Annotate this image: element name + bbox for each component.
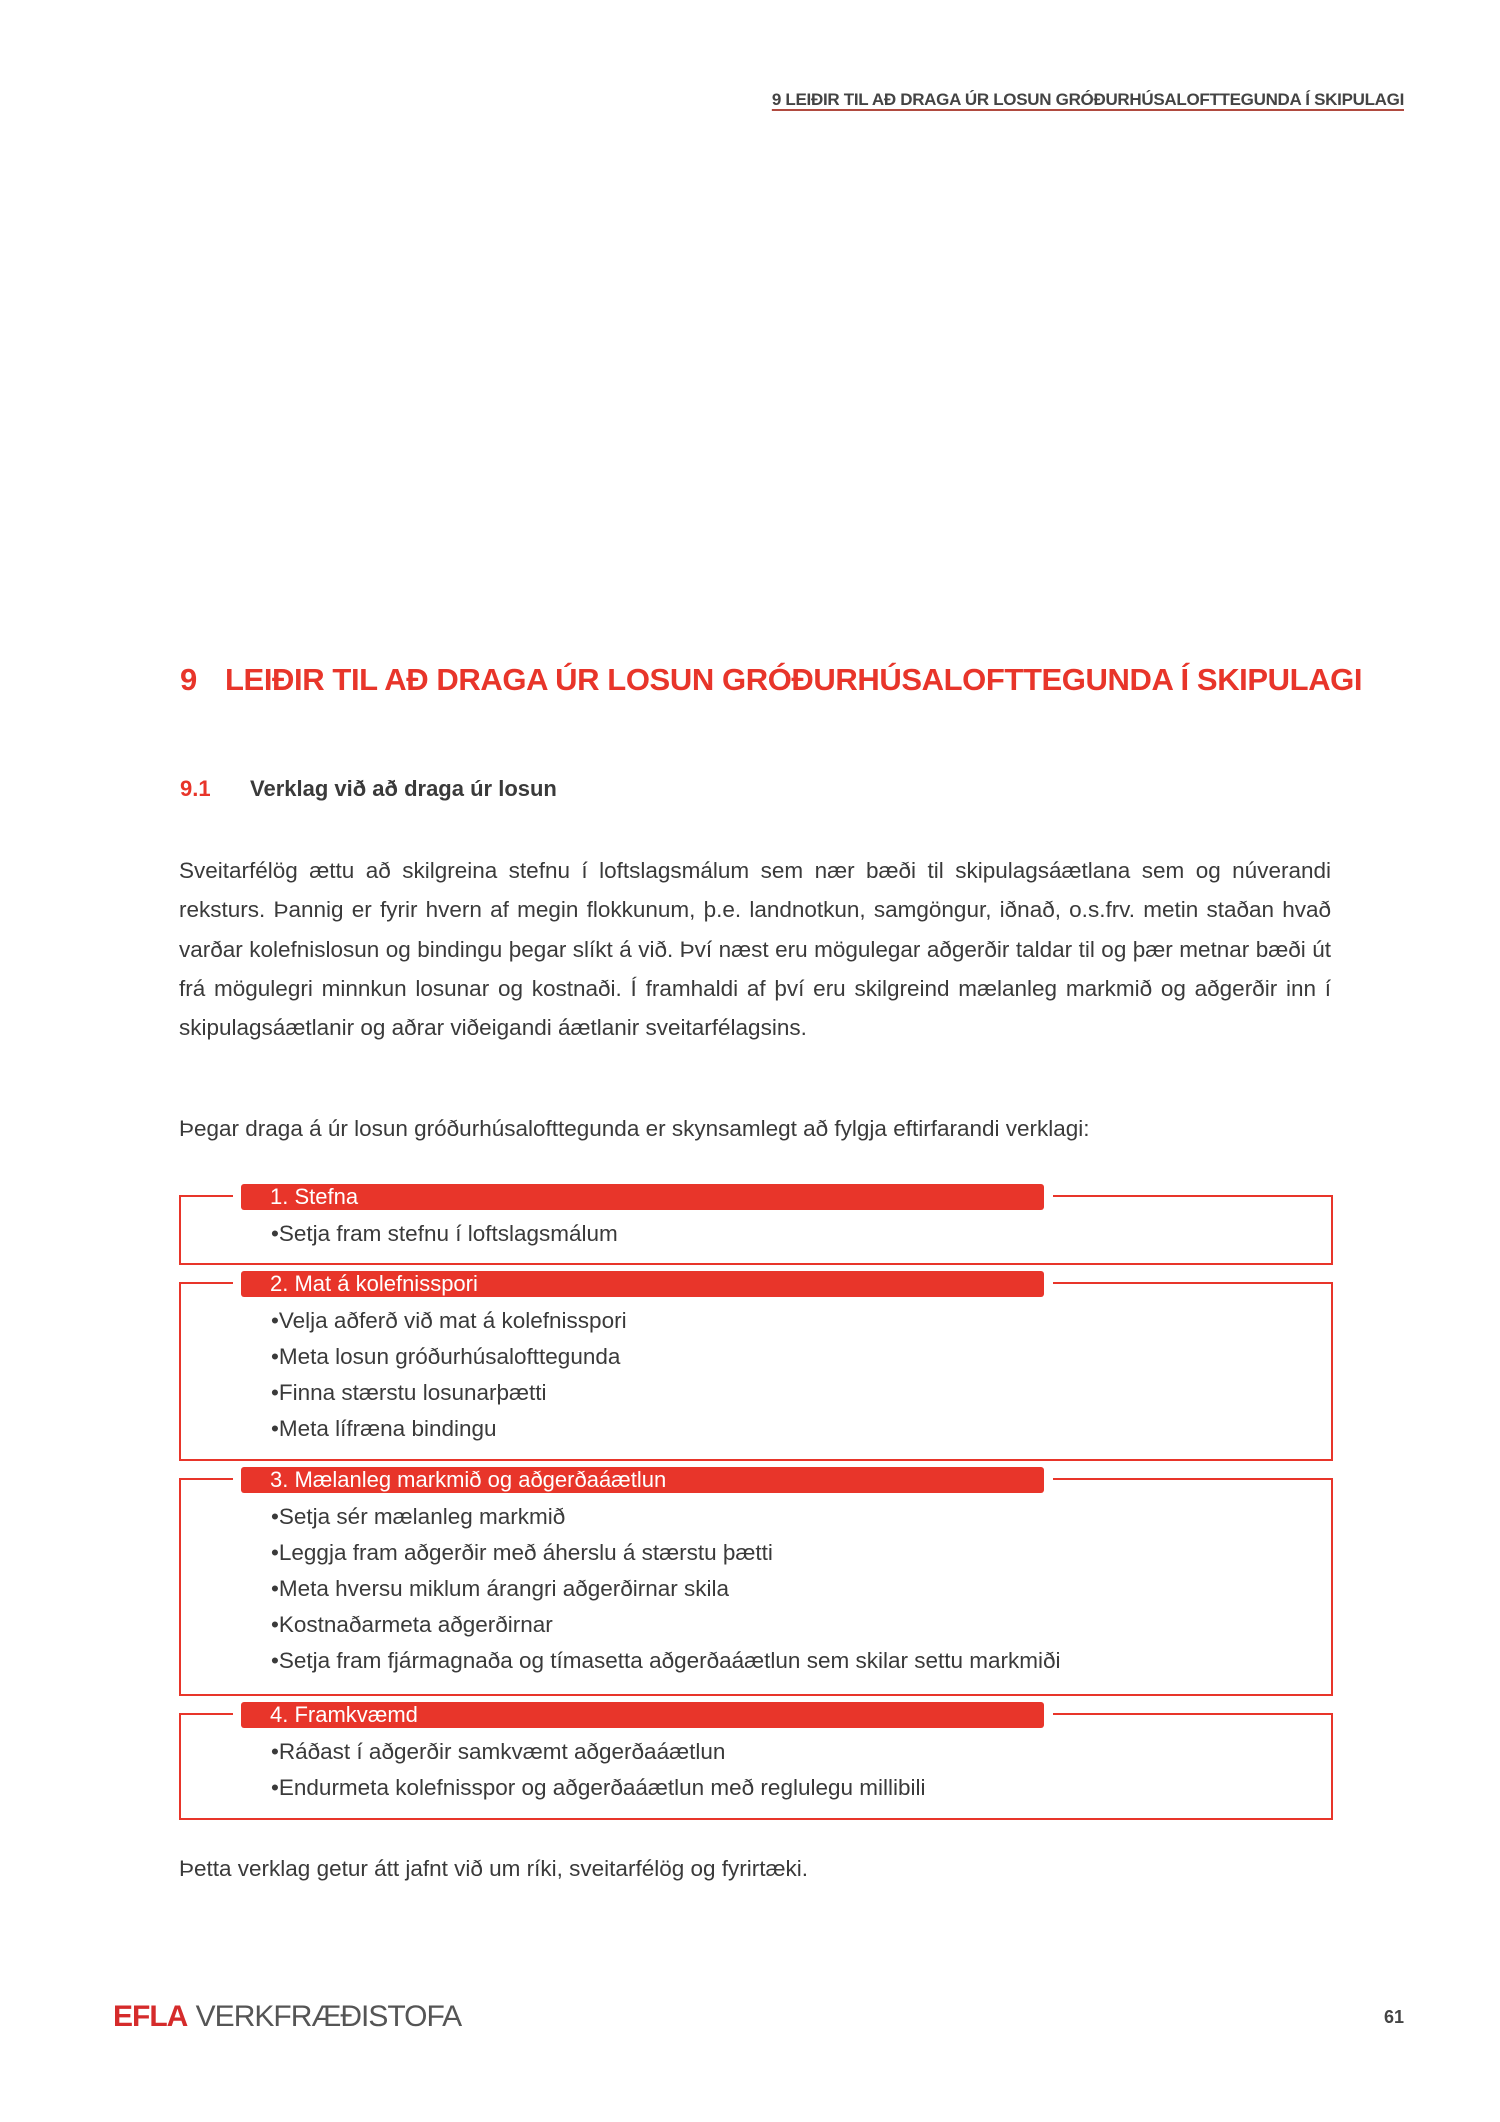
- page-number: 61: [1383, 2007, 1404, 2027]
- step-items: [271, 1734, 926, 1806]
- chapter-title: LEIÐIR TIL AÐ DRAGA ÚR LOSUN GRÓÐURHÚSALOFTTEGUNDA Í SKIPULAGI: [225, 662, 1363, 697]
- chapter-number: 9: [180, 662, 197, 697]
- step-item: • Meta hversu miklum árangri aðgerðirnar skila: [271, 1571, 1061, 1607]
- step-items: [271, 1499, 1061, 1679]
- section-heading: [180, 776, 557, 802]
- step-box-3: [179, 1467, 1333, 1696]
- step-items: [271, 1216, 618, 1252]
- section-title: Verklag við að draga úr losun: [250, 776, 557, 801]
- step-title: 2. Mat á kolefnisspori: [241, 1271, 1044, 1297]
- step-item: • Setja fram fjármagnaða og tímasetta aðgerðaáætlun sem skilar settu markmiði: [271, 1643, 1061, 1679]
- step-title: 1. Stefna: [241, 1184, 1044, 1210]
- chapter-heading: [180, 662, 1362, 698]
- logo-brand: EFLA: [113, 2000, 188, 2033]
- step-item: • Setja sér mælanleg markmið: [271, 1499, 1061, 1535]
- step-item: • Leggja fram aðgerðir með áherslu á stærstu þætti: [271, 1535, 1061, 1571]
- section-number: 9.1: [180, 776, 211, 801]
- step-title: 3. Mælanleg markmið og aðgerðaáætlun: [241, 1467, 1044, 1493]
- step-item: • Kostnaðarmeta aðgerðirnar: [271, 1607, 1061, 1643]
- step-item: • Meta lífræna bindingu: [271, 1411, 627, 1447]
- step-item: • Velja aðferð við mat á kolefnisspori: [271, 1303, 627, 1339]
- efla-logo: [113, 2000, 461, 2034]
- step-box-1: [179, 1184, 1333, 1265]
- step-item: • Finna stærstu losunarþætti: [271, 1375, 627, 1411]
- step-box-4: [179, 1702, 1333, 1820]
- step-item: • Endurmeta kolefnisspor og aðgerðaáætlun með reglulegu millibili: [271, 1770, 926, 1806]
- intro-paragraph: Sveitarfélög ættu að skilgreina stefnu í loftslagsmálum sem nær bæði til skipulagsáætlana sem og núverandi reksturs. Þannig er fyrir hvern af megin flokkunum, þ.e. landnotkun, samgöngur, iðnað, o.s.frv. metin staðan hvað varðar kolefnislosun og bindingu þegar slíkt á við. Því næst eru mögulegar aðgerðir taldar til og þær metnar bæði út frá mögulegri minnkun losunar og kostnaði. Í framhaldi af því eru skilgreind mælanleg markmið og aðgerðir inn í skipulagsáætlanir og aðrar viðeigandi áætlanir sveitarfélagsins.: [179, 858, 1331, 1041]
- running-header: 9 LEIÐIR TIL AÐ DRAGA ÚR LOSUN GRÓÐURHÚSALOFTTEGUNDA Í SKIPULAGI: [771, 90, 1404, 109]
- step-box-2: [179, 1271, 1333, 1461]
- step-title: 4. Framkvæmd: [241, 1702, 1044, 1728]
- step-items: [271, 1303, 627, 1447]
- step-item: • Setja fram stefnu í loftslagsmálum: [271, 1216, 618, 1252]
- step-item: • Ráðast í aðgerðir samkvæmt aðgerðaáætlun: [271, 1734, 926, 1770]
- logo-text: VERKFRÆÐISTOFA: [195, 2000, 462, 2033]
- lead-in-paragraph: Þegar draga á úr losun gróðurhúsalofttegunda er skynsamlegt að fylgja eftirfarandi verklagi:: [179, 1116, 1090, 1141]
- closing-paragraph: Þetta verklag getur átt jafnt við um ríki, sveitarfélög og fyrirtæki.: [179, 1856, 809, 1881]
- step-item: • Meta losun gróðurhúsalofttegunda: [271, 1339, 627, 1375]
